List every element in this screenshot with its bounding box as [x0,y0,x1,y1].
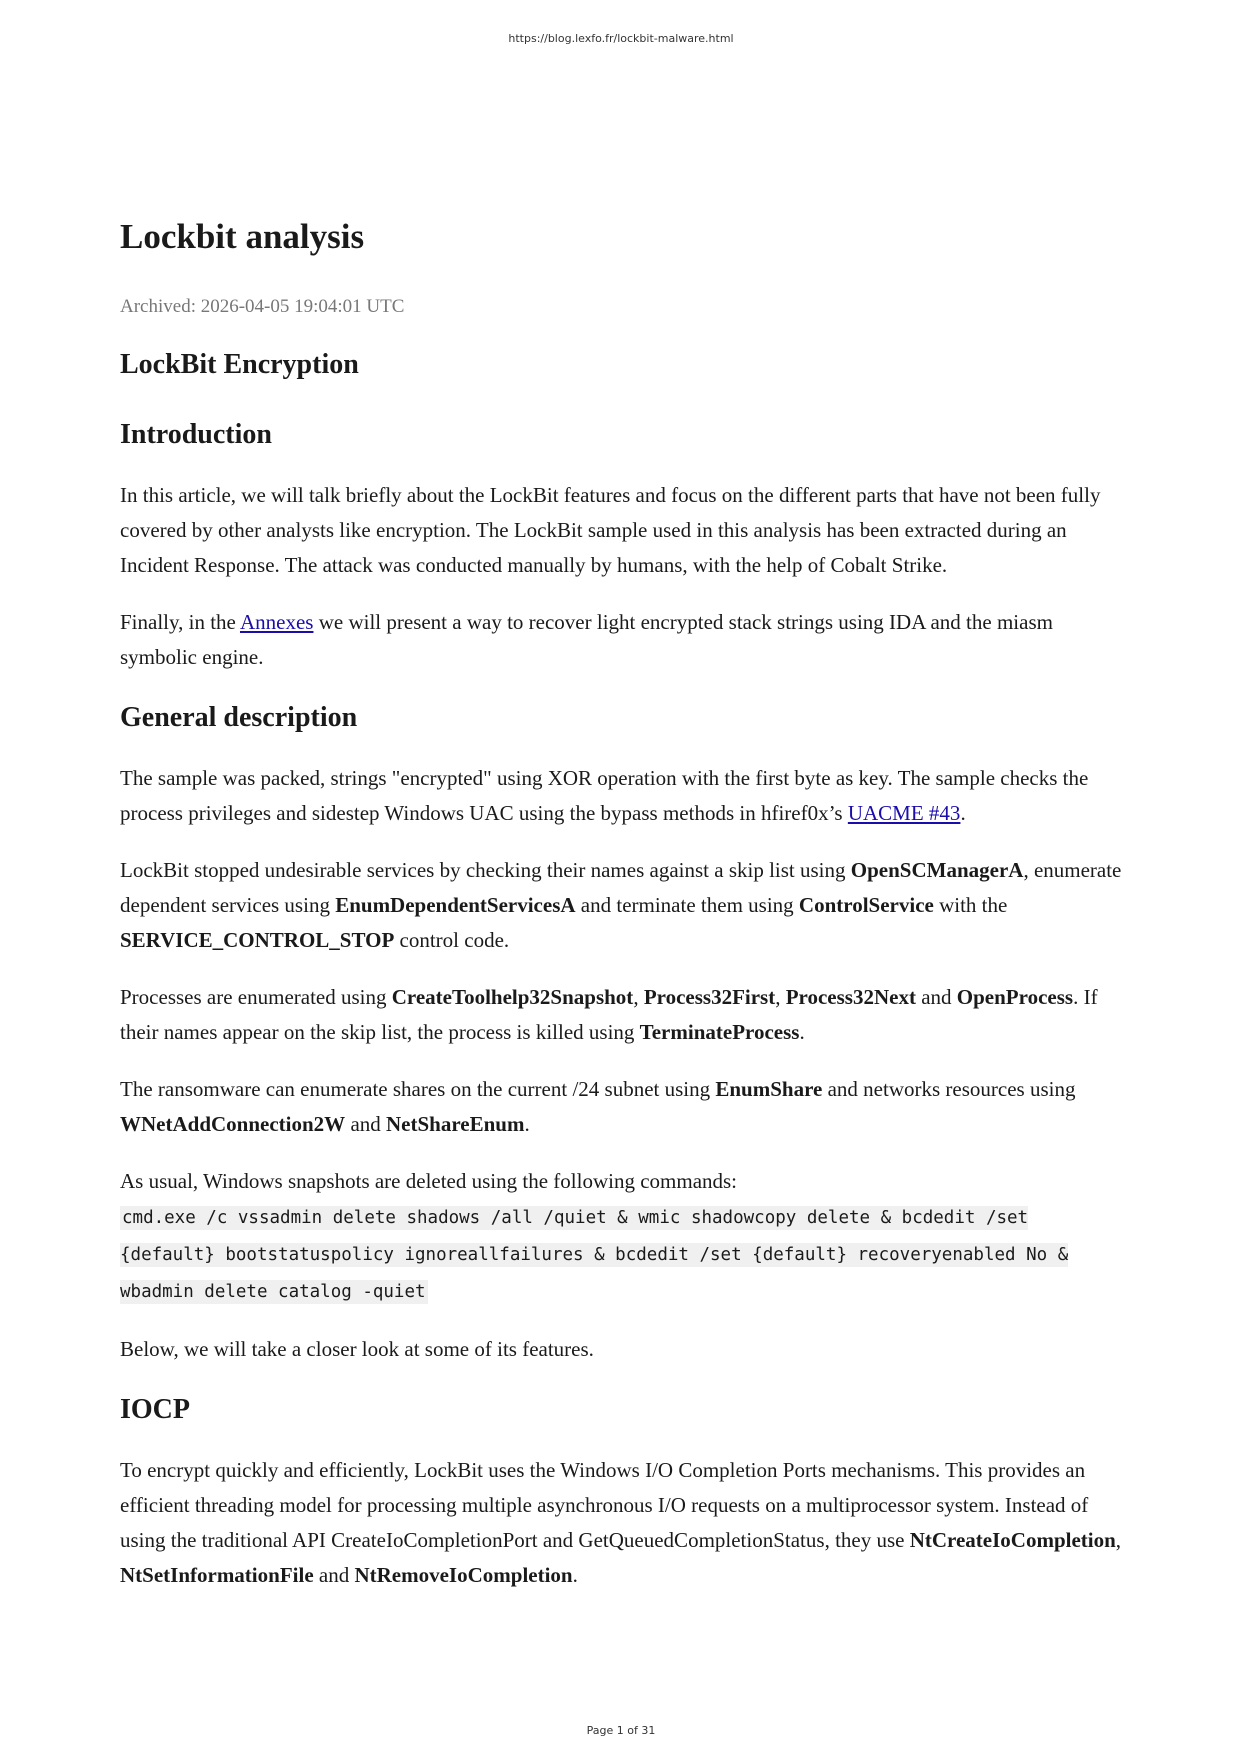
heading-introduction: Introduction [120,419,272,450]
page-number: Page 1 of 31 [586,1724,656,1737]
heading-lockbit-encryption: LockBit Encryption [120,349,359,380]
intro-paragraph-2: Finally, in the Annexes we will present a way to recover light encrypted stack strings using IDA and the miasm symbolic engine. [120,610,1053,669]
general-paragraph-2: LockBit stopped undesirable services by checking their names against a skip list using OpenSCManagerA, enumerate dependent services using EnumDependentServicesA and terminate them using ControlService with the SERVICE_CONTROL_STOP control code. [120,858,1122,952]
general-paragraph-5: As usual, Windows snapshots are deleted using the following commands: cmd.exe /c vssadmin delete shadows /all /quiet & wmic shadowcopy delete & bcdedit /set {default} bootstatuspolicy ignoreallfailures & bcdedit /set {default} recoveryenabled No & wbadmin delete catalog -quiet [120,1169,1069,1302]
page-url-header: https://blog.lexfo.fr/lockbit-malware.html [508,32,734,45]
archived-date: Archived: 2026-04-05 19:04:01 UTC [120,296,405,317]
iocp-paragraph-1: To encrypt quickly and efficiently, LockBit uses the Windows I/O Completion Ports mechanisms. This provides an efficient threading model for processing multiple asynchronous I/O requests on a multiprocessor system. Instead of using the traditional API CreateIoCompletionPort and GetQueuedCompletionStatus, they use NtCreateIoCompletion, NtSetInformationFile and NtRemoveIoCompletion. [120,1458,1122,1587]
shadow-delete-command: cmd.exe /c vssadmin delete shadows /all /quiet & wmic shadowcopy delete & bcdedit /set {default} bootstatuspolicy ignoreallfailures & bcdedit /set {default} recoveryenabled No & wbadmin delete catalog -quiet [120,1208,1069,1302]
general-paragraph-6: Below, we will take a closer look at some of its features. [120,1337,594,1361]
general-paragraph-1: The sample was packed, strings "encrypted" using XOR operation with the first byte as key. The sample checks the process privileges and sidestep Windows UAC using the bypass methods in hfiref0x’s UACME #43. [120,766,1089,825]
general-paragraph-4: The ransomware can enumerate shares on the current /24 subnet using EnumShare and networks resources using WNetAddConnection2W and NetShareEnum. [120,1077,1076,1136]
general-paragraph-3: Processes are enumerated using CreateToolhelp32Snapshot, Process32First, Process32Next and OpenProcess. If their names appear on the skip list, the process is killed using TerminateProcess. [120,985,1098,1044]
heading-general-description: General description [120,702,358,733]
annexes-link[interactable]: Annexes [239,610,314,634]
heading-iocp: IOCP [120,1394,190,1425]
article [120,212,1130,1615]
uacme-link[interactable]: UACME #43 [847,801,961,825]
article-title: Lockbit analysis [120,217,365,256]
intro-paragraph-1: In this article, we will talk briefly about the LockBit features and focus on the different parts that have not been fully covered by other analysts like encryption. The LockBit sample used in this analysis has been extracted during an Incident Response. The attack was conducted manually by humans, with the help of Cobalt Strike. [120,483,1101,577]
